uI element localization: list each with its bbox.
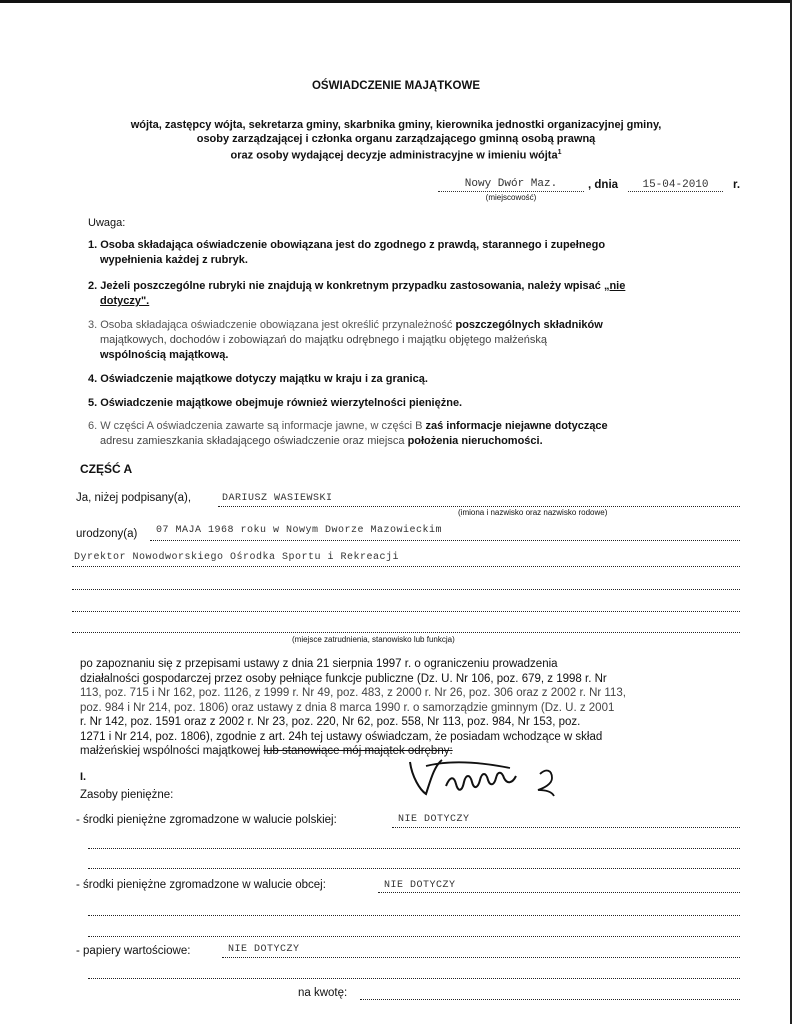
amount-line[interactable]	[360, 999, 740, 1000]
document-subtitle	[40, 118, 752, 163]
scan-top-edge	[0, 0, 792, 3]
job-line-3	[72, 611, 740, 612]
job-value[interactable]: Dyrektor Nowodworskiego Ośrodka Sportu i Rekreacji	[74, 552, 400, 563]
note-6-line-2: adresu zamieszkania składającego oświadczenie oraz miejsca	[100, 435, 405, 447]
uwaga-heading: Uwaga:	[88, 217, 126, 229]
securities-line-2	[88, 978, 740, 979]
note-3-line-2	[88, 333, 748, 348]
pln-line-3	[88, 868, 740, 869]
foreign-line-3	[88, 936, 740, 937]
statement-line-4: poz. 984 i Nr 214, poz. 1806) oraz ustawy z dnia 8 marca 1990 r. o samorządzie gminnym (Dz. U. z 2001	[80, 701, 615, 714]
ja-label: Ja, niżej podpisany(a),	[76, 492, 192, 504]
statement-line-6: 1271 i Nr 214, poz. 1806), zgodnie z art. 24h tej ustawy oświadczam, że posiadam wchodzące w skład	[80, 730, 603, 743]
date-value[interactable]: 15-04-2010	[628, 179, 723, 192]
part-a-heading: CZĘŚĆ A	[80, 462, 133, 476]
note-2-quote: „nie	[603, 280, 626, 292]
statement-line-3: 113, poz. 715 i Nr 162, poz. 1126, z 1999 r. Nr 49, poz. 483, z 2000 r. Nr 26, poz. 306 oraz z 2002 r. Nr 113,	[80, 687, 626, 699]
document-title: OŚWIADCZENIE MAJĄTKOWE	[311, 80, 481, 92]
place-field[interactable]	[438, 178, 584, 202]
date-label: , dnia	[588, 179, 619, 191]
date-r-label: r.	[733, 179, 741, 191]
note-3	[88, 318, 748, 363]
note-6	[88, 419, 748, 449]
place-value: Nowy Dwór Maz.	[438, 178, 584, 192]
note-1	[88, 238, 738, 268]
subtitle-line-3	[40, 146, 752, 163]
note-3-line-1-bold: poszczególnych składników	[455, 319, 603, 331]
securities-value[interactable]: NIE DOTYCZY	[228, 944, 300, 955]
born-line	[150, 540, 740, 541]
job-line-2	[72, 589, 740, 590]
pln-line	[392, 827, 740, 828]
securities-label: - papiery wartościowe:	[76, 945, 191, 957]
note-4: 4. Oświadczenie majątkowe dotyczy majątku w kraju i za granicą.	[88, 373, 428, 385]
job-caption: (miejsce zatrudnienia, stanowisko lub funkcja)	[292, 635, 455, 644]
pln-label: - środki pieniężne zgromadzone w walucie polskiej:	[76, 814, 337, 826]
note-3-line-2-text: majątkowych, dochodów i zobowiązań do majątku odrębnego i majątku objętego małżeńską	[100, 334, 547, 346]
note-2	[88, 279, 738, 309]
note-5: 5. Oświadczenie majątkowe obejmuje również wierzytelności pieniężne.	[88, 397, 463, 409]
job-line-1	[72, 566, 740, 567]
statement-line-1: po zapoznaniu się z przepisami ustawy z dnia 21 sierpnia 1997 r. o ograniczeniu prowadzenia	[80, 658, 558, 670]
securities-line	[222, 957, 740, 958]
statement-paragraph	[80, 657, 740, 759]
note-3-line-3: wspólnością majątkową.	[100, 349, 229, 361]
foreign-line-2	[88, 915, 740, 916]
statement-line-5: r. Nr 142, poz. 1591 oraz z 2002 r. Nr 23, poz. 220, Nr 62, poz. 558, Nr 113, poz. 984, Nr 153, poz.	[80, 716, 581, 728]
section-1-roman: I.	[80, 771, 87, 783]
subtitle-line-1: wójta, zastępcy wójta, sekretarza gminy, skarbnika gminy, kierownika jednostki organizacyjnej gminy,	[130, 119, 662, 131]
name-value[interactable]: DARIUSZ WASIEWSKI	[222, 493, 333, 504]
job-line-4	[72, 632, 740, 633]
note-3-line-1: 3. Osoba składająca oświadczenie obowiązana jest określić przynależność	[88, 319, 453, 331]
statement-line-7-struck: lub stanowiące mój majątek odrębny:	[263, 745, 453, 757]
name-caption: (imiona i nazwisko oraz nazwisko rodowe)	[458, 508, 608, 517]
born-value[interactable]: 07 MAJA 1968 roku w Nowym Dworze Mazowieckim	[156, 525, 443, 536]
foreign-line	[378, 892, 740, 893]
foreign-value[interactable]: NIE DOTYCZY	[384, 880, 456, 891]
note-6-line-2-bold: położenia nieruchomości.	[407, 435, 543, 447]
statement-line-2: działalności gospodarczej przez osoby pełniące funkcje publiczne (Dz. U. Nr 106, poz. 679, z 1998 r. Nr	[80, 672, 607, 685]
handwritten-signature	[390, 752, 580, 802]
subtitle-line-2: osoby zarządzającej i członka organu zarządzającego gminną osobą prawną	[196, 133, 596, 145]
place-caption: (miejscowość)	[485, 193, 537, 202]
pln-line-2	[88, 848, 740, 849]
note-1-line-2: wypełnienia każdej z rubryk.	[100, 254, 248, 266]
subtitle-footnote: 1	[557, 149, 562, 156]
subtitle-line-3-text: oraz osoby wydającej decyzje administracyjne w imieniu wójta	[230, 149, 558, 162]
note-6-line-1: 6. W części A oświadczenia zawarte są informacje jawne, w części B	[88, 420, 423, 432]
statement-line-7: małżeńskiej wspólności majątkowej	[80, 745, 261, 757]
note-2-line-1: 2. Jeżeli poszczególne rubryki nie znajdują w konkretnym przypadku zastosowania, należy wpisać	[88, 280, 601, 292]
name-line	[218, 506, 740, 507]
amount-label: na kwotę:	[298, 987, 348, 999]
note-1-line-1: 1. Osoba składająca oświadczenie obowiązana jest do zgodnego z prawdą, starannego i zupełnego	[88, 239, 606, 251]
note-2-line-2: dotyczy".	[100, 295, 150, 307]
foreign-label: - środki pieniężne zgromadzone w walucie obcej:	[76, 879, 326, 891]
note-6-line-1-bold: zaś informacje niejawne dotyczące	[425, 420, 608, 432]
section-1-heading: Zasoby pieniężne:	[80, 789, 174, 801]
born-label: urodzony(a)	[76, 528, 138, 540]
pln-value[interactable]: NIE DOTYCZY	[398, 814, 470, 825]
